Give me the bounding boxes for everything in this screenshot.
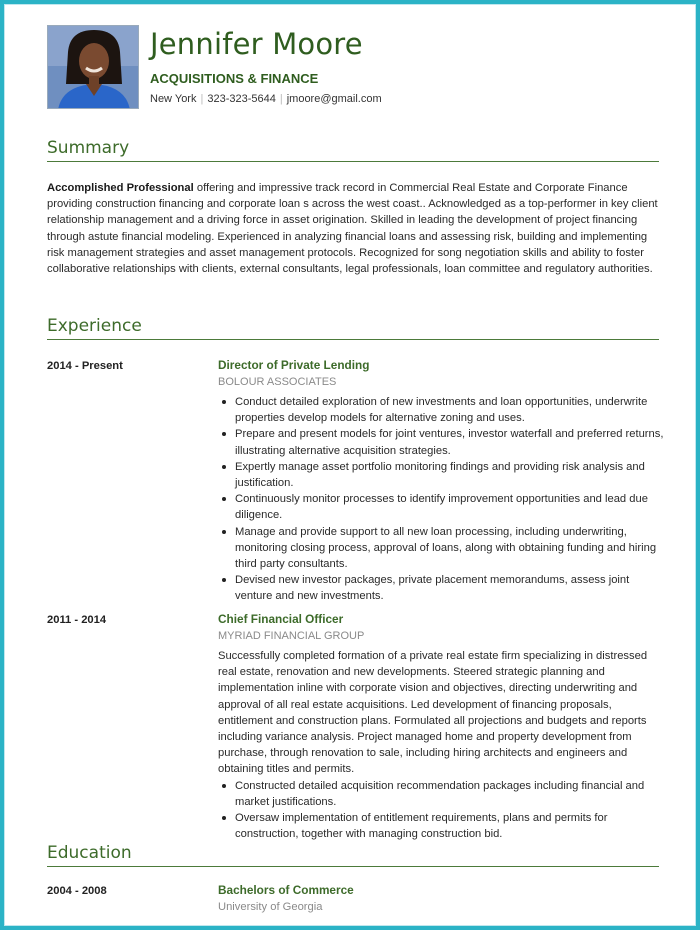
education-entry [218,883,666,919]
candidate-role: ACQUISITIONS & FINANCE [150,71,319,86]
job-description: Successfully completed formation of a private real estate firm specializing in distressed real estate, renovation and new developments. Steered strategic planning and implementation inline with corporate vision and objectives, directing underwriting and approval of all real estate acquisitions. Led development of financing proposals, entitlement and construction plans. Formulated all projections and budgets and reports including variance analysis. Project managed home and property development from purchase, through renovation to sale, including hiring architects and engineers and obtaining titles and permits. [218,650,648,776]
contact-phone[interactable]: 323-323-5644 [207,93,276,105]
job-bullets [218,394,666,605]
summary-heading: Summary [47,138,659,162]
bullet-item: Conduct detailed exploration of new investments and loan opportunities, underwrite properties develop models for alternative zoning and uses. [218,394,666,426]
job-company: BOLOUR ASSOCIATES [218,376,337,388]
profile-photo [47,25,139,109]
job-bullets [218,778,666,843]
bullet-item: Prepare and present models for joint ventures, investor waterfall and preferred returns, illustrating alternative acquisition strategies. [218,426,666,458]
bullet-item: Expertly manage asset portfolio monitoring findings and providing risk analysis and justification. [218,459,666,491]
resume-header [47,25,667,115]
contact-line [150,93,382,105]
contact-separator: | [279,93,283,105]
job-title: Director of Private Lending [218,358,370,372]
profile-photo-image [48,26,139,109]
bullet-item: Manage and provide support to all new loan processing, including underwriting, monitoring closing process, approval of loans, along with obtaining funding and hiring third party consultants. [218,524,666,573]
bullet-item: Constructed detailed acquisition recommendation packages including financial and market justifications. [218,778,666,810]
summary-body: offering and impressive track record in Commercial Real Estate and Corporate Finance providing construction financing and corporate loan s across the west coast.. Acknowledged as a top-performer in key client relationship management and a driving force in asset origination. Skilled in leading the development of project financing through astute financial modeling. Experienced in analyzing financial loans and assessing risk, building and implementing risk management strategies and asset management protocols. Recognized for song negotiation skills and ability to foster collaborative relationships with clients, external consultants, legal professionals, loan committee and regulatory authorities. [47,182,658,276]
job-entry [218,358,666,605]
education-heading: Education [47,843,659,867]
bullet-item: Devised new investor packages, private placement memorandums, assess joint venture and new investments. [218,572,666,604]
education-dates: 2004 - 2008 [47,885,107,897]
contact-location: New York [150,93,197,105]
job-company: MYRIAD FINANCIAL GROUP [218,630,365,642]
contact-email[interactable]: jmoore@gmail.com [286,93,382,105]
summary-text [47,180,663,277]
contact-separator: | [200,93,204,105]
job-dates: 2011 - 2014 [47,614,107,626]
candidate-name: Jennifer Moore [150,27,363,61]
resume-page [4,4,696,926]
bullet-item: Oversaw implementation of entitlement requirements, plans and permits for construction, together with managing construction bid. [218,810,666,842]
experience-heading: Experience [47,316,659,340]
education-school: University of Georgia [218,901,323,913]
job-dates: 2014 - Present [47,360,123,372]
job-title: Chief Financial Officer [218,612,344,626]
job-entry [218,612,666,842]
bullet-item: Continuously monitor processes to identify improvement opportunities and lead due diligence. [218,491,666,523]
education-degree: Bachelors of Commerce [218,883,354,897]
summary-lead: Accomplished Professional [47,182,194,194]
